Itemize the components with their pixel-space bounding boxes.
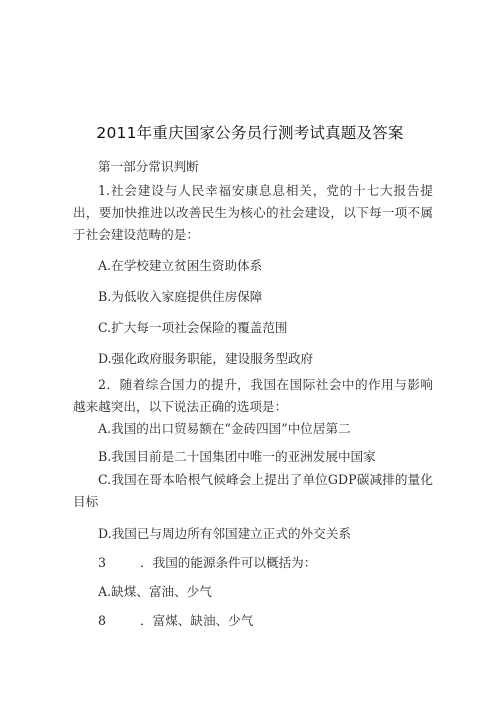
question-3-option-b-text: ．富煤、缺油、少气 bbox=[140, 613, 254, 628]
question-1-option-a: A.在学校建立贫困生资助体系 bbox=[98, 258, 263, 273]
question-3-option-b-number: 8 bbox=[98, 613, 107, 628]
document-title: 2011年重庆国家公务员行测考试真题及答案 bbox=[96, 124, 404, 142]
question-3-option-a: A.缺煤、富油、少气 bbox=[98, 584, 212, 599]
question-1-option-c: C.扩大每一项社会保险的覆盖范围 bbox=[98, 320, 288, 335]
question-1-stem: 1.社会建设与人民幸福安康息息相关，党的十七大报告提出，要加快推进以改善民生为核心的社会建设，以下每一项不属于社会建设范畴的是： bbox=[73, 183, 433, 242]
question-1-option-d: D.强化政府服务职能，建设服务型政府 bbox=[98, 351, 314, 366]
question-3-option-b bbox=[98, 613, 253, 629]
question-2-option-a: A.我国的出口贸易额在“金砖四国”中位居第二 bbox=[98, 421, 351, 436]
question-3-text: ．我国的能源条件可以概括为： bbox=[140, 555, 317, 570]
question-2-option-b: B.我国目前是二十国集团中唯一的亚洲发展中国家 bbox=[98, 449, 376, 464]
question-3-stem bbox=[98, 555, 316, 571]
question-2-option-c: C.我国在哥本哈根气候峰会上提出了单位GDP碳减排的量化目标 bbox=[73, 472, 433, 509]
section-heading: 第一部分常识判断 bbox=[98, 159, 199, 174]
question-3-number: 3 bbox=[98, 555, 107, 570]
question-2-stem: 2．随着综合国力的提升，我国在国际社会中的作用与影响越来越突出，以下说法正确的选项是： bbox=[73, 377, 433, 414]
question-2-option-d: D.我国已与周边所有邻国建立正式的外交关系 bbox=[98, 526, 351, 541]
question-1-option-b: B.为低收入家庭提供住房保障 bbox=[98, 289, 263, 304]
